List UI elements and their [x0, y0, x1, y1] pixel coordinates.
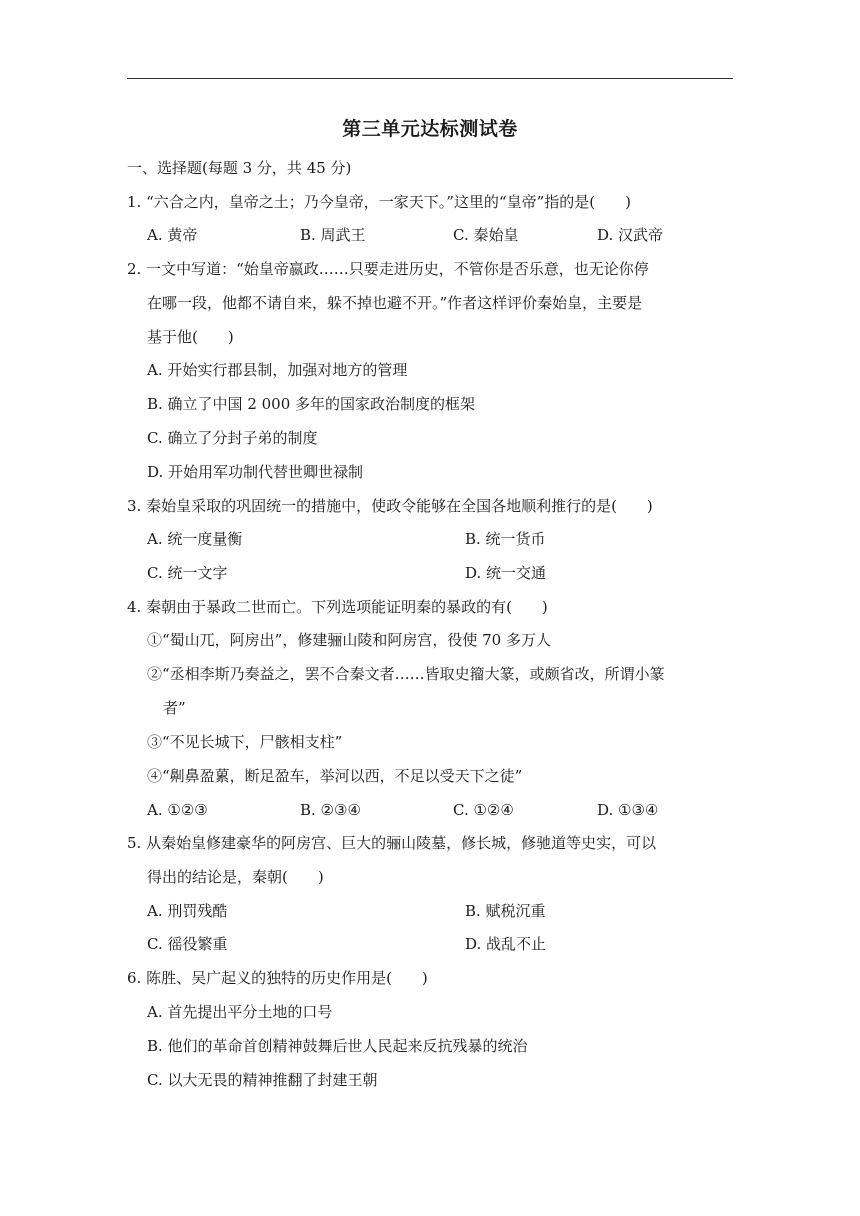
question-4-option-b: B. ②③④: [300, 801, 361, 819]
section-heading: 一、选择题(每题 3 分，共 45 分): [127, 159, 352, 177]
page-title: 第三单元达标测试卷: [342, 118, 518, 140]
question-2-option-d: D. 开始用军功制代替世卿世禄制: [147, 463, 364, 481]
question-1-stem: 1. “六合之内，皇帝之土；乃今皇帝，一家天下。”这里的“皇帝”指的是( ): [127, 193, 631, 211]
question-3-option-d: D. 统一交通: [465, 564, 547, 582]
question-2-option-c: C. 确立了分封子弟的制度: [147, 429, 318, 447]
question-2-stem-line-1: 2. 一文中写道：“始皇帝嬴政……只要走进历史，不管你是否乐意，也无论你停: [127, 260, 649, 278]
header-rule: [127, 78, 733, 79]
question-2-option-b: B. 确立了中国 2 000 多年的国家政治制度的框架: [147, 395, 476, 413]
question-4-item-2: ②“丞相李斯乃奏益之，罢不合秦文者……皆取史籀大篆，或颇省改，所谓小篆: [147, 665, 665, 683]
question-4-item-4: ④“劓鼻盈蔂，断足盈车，举河以西，不足以受天下之徒”: [147, 767, 523, 785]
question-3-stem: 3. 秦始皇采取的巩固统一的措施中，使政令能够在全国各地顺利推行的是( ): [127, 497, 653, 515]
question-6-option-a: A. 首先提出平分土地的口号: [147, 1003, 333, 1021]
question-2-stem-line-2: 在哪一段，他都不请自来，躲不掉也避不开。”作者这样评价秦始皇，主要是: [147, 294, 643, 312]
question-6-stem: 6. 陈胜、吴广起义的独特的历史作用是( ): [127, 969, 428, 987]
question-4-item-1: ①“蜀山兀，阿房出”，修建骊山陵和阿房宫，役使 70 多万人: [147, 631, 551, 649]
question-5-option-b: B. 赋税沉重: [465, 902, 546, 920]
question-1-option-c: C. 秦始皇: [453, 226, 519, 244]
question-4-item-2-cont: 者”: [163, 699, 186, 717]
question-5-option-d: D. 战乱不止: [465, 935, 547, 953]
question-5-option-a: A. 刑罚残酷: [147, 902, 228, 920]
question-1-option-d: D. 汉武帝: [597, 226, 664, 244]
question-4-option-d: D. ①③④: [597, 801, 659, 819]
question-4-item-3: ③“不见长城下，尸骸相支柱”: [147, 733, 343, 751]
question-5-stem-line-2: 得出的结论是，秦朝( ): [147, 868, 324, 886]
question-4-stem: 4. 秦朝由于暴政二世而亡。下列选项能证明秦的暴政的有( ): [127, 598, 548, 616]
question-5-option-c: C. 徭役繁重: [147, 935, 228, 953]
question-3-option-b: B. 统一货币: [465, 530, 546, 548]
question-1-option-b: B. 周武王: [300, 226, 366, 244]
question-6-option-b: B. 他们的革命首创精神鼓舞后世人民起来反抗残暴的统治: [147, 1037, 528, 1055]
question-3-option-a: A. 统一度量衡: [147, 530, 243, 548]
question-1-option-a: A. 黄帝: [147, 226, 198, 244]
question-6-option-c: C. 以大无畏的精神推翻了封建王朝: [147, 1071, 378, 1089]
question-5-stem-line-1: 5. 从秦始皇修建豪华的阿房宫、巨大的骊山陵墓，修长城，修驰道等史实，可以: [127, 834, 657, 852]
question-2-stem-line-3: 基于他( ): [147, 328, 234, 346]
question-4-option-c: C. ①②④: [453, 801, 514, 819]
question-4-option-a: A. ①②③: [147, 801, 208, 819]
question-3-option-c: C. 统一文字: [147, 564, 228, 582]
question-2-option-a: A. 开始实行郡县制，加强对地方的管理: [147, 361, 408, 379]
